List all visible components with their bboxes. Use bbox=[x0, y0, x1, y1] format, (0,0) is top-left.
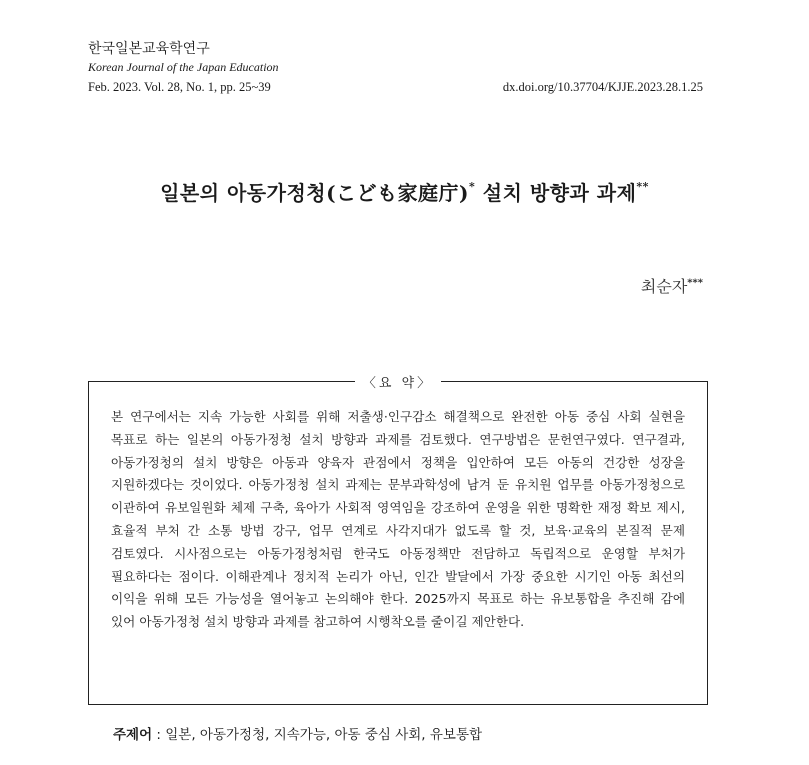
author bbox=[641, 274, 703, 297]
journal-korean-name: 한국일본교육학연구 bbox=[88, 41, 210, 57]
article-title bbox=[0, 177, 809, 206]
title-rest: 설치 방향과 과제 bbox=[475, 181, 637, 205]
title-footnote-mark-2: ** bbox=[636, 180, 649, 194]
author-name: 최순자 bbox=[640, 277, 688, 296]
abstract-label: 〈요 약〉 bbox=[355, 376, 441, 391]
issue-info: Feb. 2023. Vol. 28, No. 1, pp. 25~39 bbox=[88, 80, 271, 94]
title-main: 일본의 아동가정청(こども家庭庁) bbox=[160, 181, 470, 205]
title-footnote-mark: * bbox=[469, 180, 476, 194]
journal-english-name: Korean Journal of the Japan Education bbox=[88, 60, 279, 74]
doi-link[interactable]: dx.doi.org/10.37704/KJJE.2023.28.1.25 bbox=[502, 80, 703, 94]
keywords-separator: : bbox=[152, 727, 166, 743]
keywords-label: 주제어 bbox=[113, 727, 153, 743]
abstract-text: 본 연구에서는 지속 가능한 사회를 위해 저출생·인구감소 해결책으로 완전한 아동 중심 사회 실현을 목표로 하는 일본의 아동가정청 설치 방향과 과제를 검토했다. 연구방법은 문헌연구였다. 연구결과, 아동가정청의 설치 방향은 아동과 양육자 관점에서 정책을 입안하여 모든 아동의 건강한 성장을 지원하겠다는 것이었다. 아동가정청 설치 과제는 문부과학성에 남겨 둔 유치원 업무를 아동가정청으로 이관하여 유보일원화 체제 구축, 육아가 사회적 영역임을 강조하여 운영을 위한 명확한 재정 확보 제시, 효율적 부처 간 소통 방법 강구, 업무 연계로 사각지대가 없도록 할 것, 보육·교육의 본질적 문제 검토였다. 시사점으로는 아동가정청처럼 한국도 아동정책만 전담하고 독립적으로 운영할 부처가 필요하다는 점이다. 이해관계나 정치적 논리가 아닌, 인간 발달에서 가장 중요한 시기인 아동 최선의 이익을 위해 모든 가능성을 열어놓고 논의해야 한다. 2025까지 목표로 하는 유보통합을 추진해 감에 있어 아동가정청 설치 방향과 과제를 참고하여 시행착오를 줄이길 제안한다. bbox=[111, 409, 685, 630]
keywords bbox=[113, 723, 482, 743]
abstract-box bbox=[88, 376, 708, 705]
keywords-values: 일본, 아동가정청, 지속가능, 아동 중심 사회, 유보통합 bbox=[165, 727, 483, 743]
author-footnote-mark: *** bbox=[687, 277, 703, 289]
abstract-heading bbox=[89, 372, 707, 391]
